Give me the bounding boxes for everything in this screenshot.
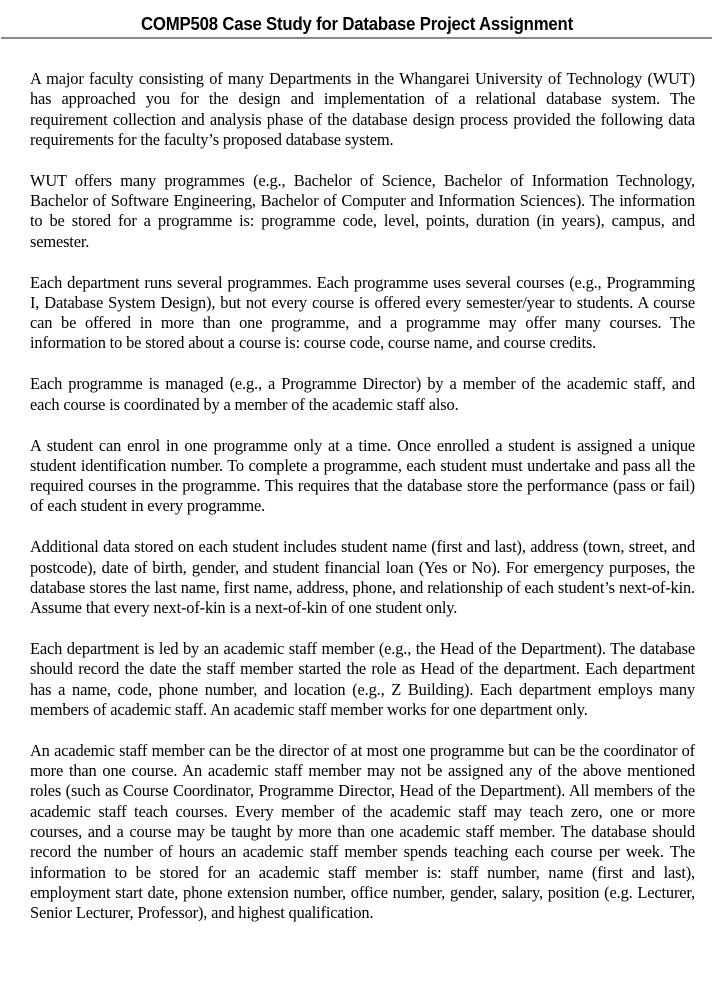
paragraph-academic-staff: An academic staff member can be the director of at most one programme but can be the coordinator of more than one course. An academic staff member may not be assigned any of the above mentioned roles (such as Course Coordinator, Programme Director, Head of the Department). All members of the academic staff teach courses. Every member of the academic staff may teach zero, one or more courses, and a course may be taught by more than one academic staff member. The database should record the number of hours an academic staff member spends teaching each course per week. The information to be stored for an academic staff member is: staff number, name (first and last), employment start date, phone extension number, office number, gender, salary, position (e.g. Lecturer, Senior Lecturer, Professor), and highest qualification. — [30, 740, 695, 923]
paragraph-programmes: WUT offers many programmes (e.g., Bachelor of Science, Bachelor of Information Technology, Bachelor of Software Engineering, Bachelor of Computer and Information Sciences). The information to be stored for a programme is: programme code, level, points, duration (in years), campus, and semester. — [30, 170, 695, 251]
paragraph-programme-management: Each programme is managed (e.g., a Programme Director) by a member of the academic staff, and each course is coordinated by a member of the academic staff also. — [30, 374, 695, 414]
paragraph-introduction: A major faculty consisting of many Departments in the Whangarei University of Technology (WUT) has approached you for the design and implementation of a relational database system. The requirement collection and analysis phase of the database design process provided the following data requirements for the faculty’s proposed database system. — [30, 69, 695, 149]
document-header — [0, 0, 714, 40]
document-body — [30, 69, 695, 944]
paragraph-student-data: Additional data stored on each student includes student name (first and last), address (town, street, and postcode), date of birth, gender, and student financial loan (Yes or No). For emergency purposes, the database stores the last name, first name, address, phone, and relationship of each student’s next-of-kin. Assume that every next-of-kin is a next-of-kin of one student only. — [30, 537, 695, 618]
document-title: COMP508 Case Study for Database Project Assignment — [141, 14, 573, 34]
paragraph-student-enrolment: A student can enrol in one programme only at a time. Once enrolled a student is assigned a unique student identification number. To complete a programme, each student must undertake and pass all the required courses in the programme. This requires that the database store the performance (pass or fail) of each student in every programme. — [30, 435, 695, 516]
paragraph-departments: Each department is led by an academic staff member (e.g., the Head of the Department). The database should record the date the staff member started the role as Head of the department. Each department has a name, code, phone number, and location (e.g., Z Building). Each department employs many members of academic staff. An academic staff member works for one department only. — [30, 639, 695, 719]
paragraph-courses: Each department runs several programmes. Each programme uses several courses (e.g., Programming I, Database System Design), but not every course is offered every semester/year to students. A course can be offered in more than one programme, and a programme may offer many courses. The information to be stored about a course is: course code, course name, and course credits. — [30, 272, 695, 353]
title-underline-divider — [1, 37, 712, 39]
